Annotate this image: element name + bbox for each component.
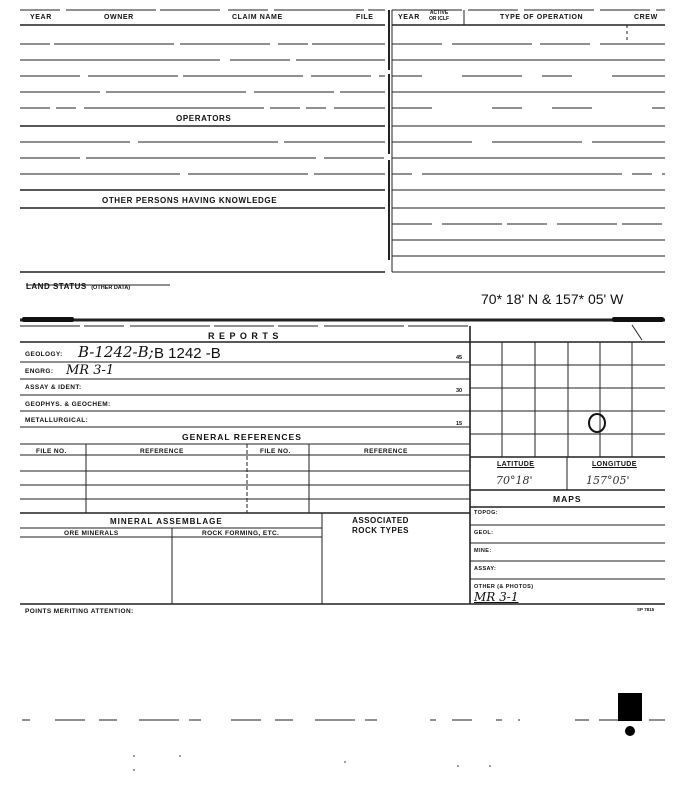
- section-mineral-assemblage: MINERAL ASSEMBLAGE: [110, 517, 223, 526]
- header-file: FILE: [356, 14, 374, 21]
- associated-rock-types: [352, 516, 409, 536]
- maps-title: MAPS: [553, 494, 582, 504]
- header-active: [429, 10, 449, 22]
- header-type-of-operation: TYPE OF OPERATION: [500, 14, 584, 21]
- maps-geol: GEOL:: [474, 530, 494, 536]
- gr-reference-2: REFERENCE: [364, 448, 408, 455]
- header-active-bottom: OR ICLF: [429, 16, 449, 22]
- num-45: 45: [456, 355, 463, 361]
- longitude-value: 157°05': [586, 474, 630, 487]
- header-active-top: ACTIVE: [429, 10, 449, 16]
- form-number: SP 7815: [637, 607, 655, 612]
- rock-forming-header: ROCK FORMING, ETC.: [202, 530, 280, 537]
- land-status-title: LAND STATUS: [26, 282, 87, 291]
- num-30: 30: [456, 388, 463, 394]
- section-land-status: [26, 276, 130, 294]
- geology-label: GEOLOGY:: [25, 351, 63, 358]
- geophys-label: GEOPHYS. & GEOCHEM:: [25, 401, 111, 408]
- longitude-label: LONGITUDE: [592, 461, 637, 468]
- header-crew: CREW: [634, 14, 658, 21]
- section-reports: R E P O R T S: [208, 331, 280, 341]
- maps-other-value: MR 3-1: [474, 590, 519, 604]
- latitude-label: LATITUDE: [497, 461, 535, 468]
- section-general-references: GENERAL REFERENCES: [182, 432, 302, 442]
- gr-file-no-1: FILE NO.: [36, 448, 67, 455]
- gr-reference-1: REFERENCE: [140, 448, 184, 455]
- metallurgical-label: METALLURGICAL:: [25, 417, 89, 424]
- latitude-value: 70°18': [496, 474, 533, 487]
- geology-typed: B 1242 -B: [154, 345, 221, 362]
- header-claim-name: CLAIM NAME: [232, 14, 283, 21]
- associated-rock-types-line1: ASSOCIATED: [352, 516, 409, 525]
- circle-mark: [588, 413, 606, 433]
- engrg-label: ENGRG:: [25, 368, 54, 375]
- land-status-subtitle: (OTHER DATA): [91, 285, 131, 291]
- geology-handwritten: B-1242-B;: [78, 343, 154, 361]
- associated-rock-types-line2: ROCK TYPES: [352, 526, 410, 535]
- header-year: YEAR: [30, 14, 52, 21]
- maps-other: OTHER (& PHOTOS): [474, 584, 534, 590]
- coordinates-text: 70* 18' N & 157* 05' W: [481, 291, 624, 307]
- ore-minerals-header: ORE MINERALS: [64, 530, 119, 537]
- header-year-right: YEAR: [398, 14, 420, 21]
- section-operators: OPERATORS: [176, 114, 232, 123]
- engrg-handwritten: MR 3-1: [66, 363, 115, 378]
- num-15: 15: [456, 421, 463, 427]
- maps-assay: ASSAY:: [474, 566, 497, 572]
- assay-label: ASSAY & IDENT:: [25, 384, 82, 391]
- points-meriting-attention: POINTS MERITING ATTENTION:: [25, 608, 134, 615]
- section-other-persons: OTHER PERSONS HAVING KNOWLEDGE: [102, 196, 278, 205]
- maps-mine: MINE:: [474, 548, 492, 554]
- gr-file-no-2: FILE NO.: [260, 448, 291, 455]
- maps-topog: TOPOG:: [474, 510, 498, 516]
- header-owner: OWNER: [104, 14, 134, 21]
